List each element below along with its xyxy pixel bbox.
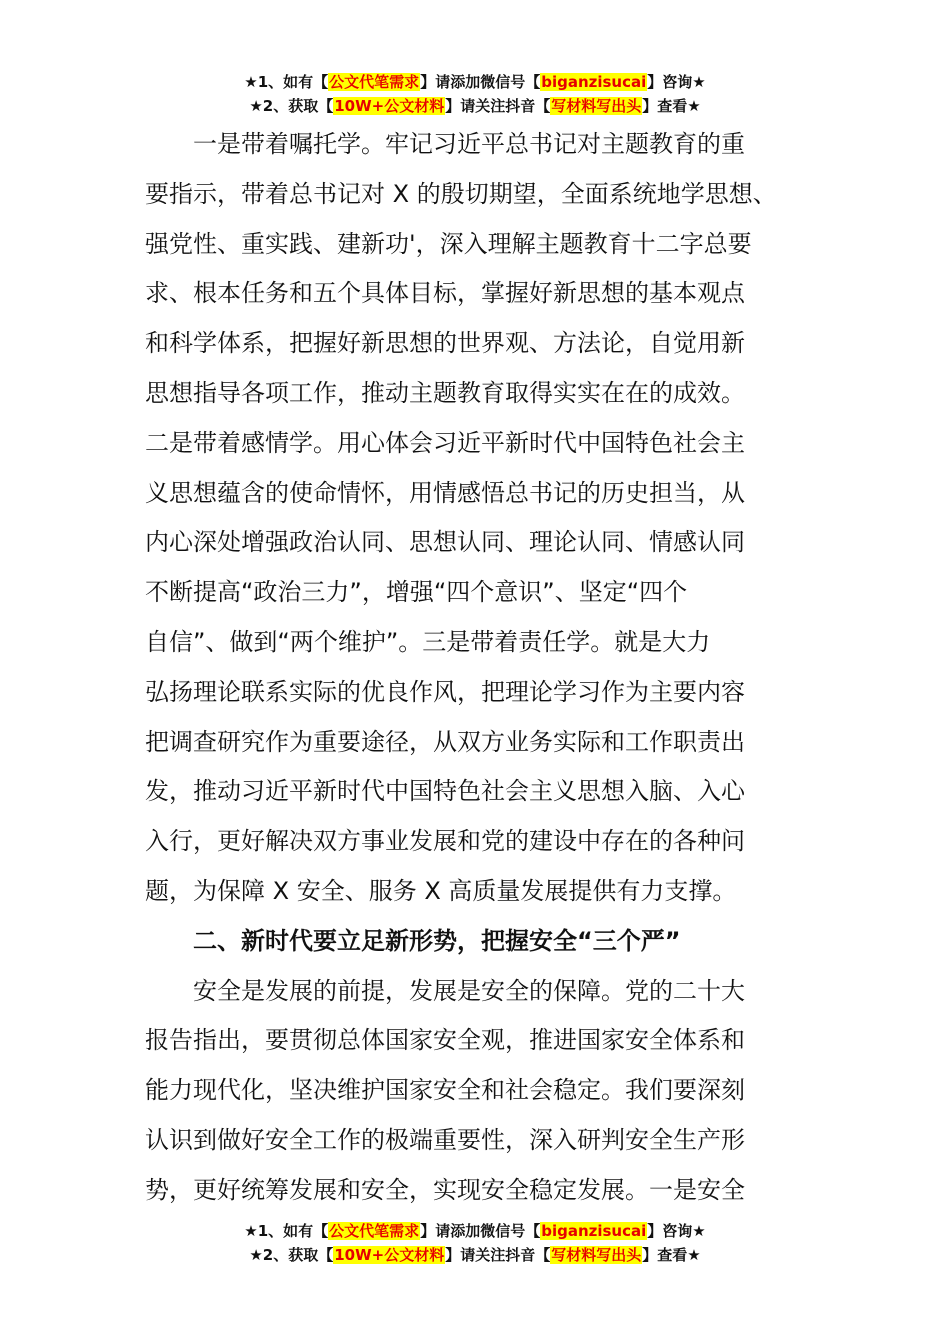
paragraph-line: 和科学体系，把握好新思想的世界观、方法论，自觉用新	[145, 329, 745, 358]
banner-text: 】请关注抖音【	[445, 1246, 551, 1264]
banner-text: 】咨询★	[647, 1222, 706, 1240]
paragraph-line: 势，更好统筹发展和安全，实现安全稳定发展。一是安全	[145, 1175, 745, 1204]
banner-line-2	[0, 1243, 950, 1267]
banner-text: ★1、如有【	[244, 73, 329, 91]
banner-line-1	[0, 1219, 950, 1243]
banner-text: ★2、获取【	[249, 97, 334, 115]
paragraph-line: 能力现代化，坚决维护国家安全和社会稳定。我们要深刻	[145, 1076, 745, 1105]
paragraph-line: 弘扬理论联系实际的优良作风，把理论学习作为主要内容	[145, 677, 745, 706]
banner-line-2	[0, 94, 950, 118]
highlight-wechat-id: biganzisucai	[541, 1222, 647, 1240]
paragraph-line: 发，推动习近平新时代中国特色社会主义思想入脑、入心	[145, 777, 745, 806]
paragraph-line: 求、根本任务和五个具体目标，掌握好新思想的基本观点	[145, 279, 745, 308]
banner-text: ★2、获取【	[249, 1246, 334, 1264]
bottom-banner	[0, 1219, 950, 1267]
paragraph-line: 认识到做好安全工作的极端重要性，深入研判安全生产形	[145, 1125, 745, 1154]
highlight-douyin: 写材料写出头	[551, 1246, 642, 1264]
highlight-service: 公文代笔需求	[329, 1222, 420, 1240]
highlight-wechat-id: biganzisucai	[541, 73, 647, 91]
highlight-service: 公文代笔需求	[329, 73, 420, 91]
banner-text: 】查看★	[642, 1246, 701, 1264]
highlight-douyin: 写材料写出头	[551, 97, 642, 115]
banner-text: 】咨询★	[647, 73, 706, 91]
paragraph-line: 内心深处增强政治认同、思想认同、理论认同、情感认同	[145, 528, 745, 557]
paragraph-line: 把调查研究作为重要途径，从双方业务实际和工作职责出	[145, 727, 745, 756]
banner-text: 】查看★	[642, 97, 701, 115]
paragraph-line: 入行，更好解决双方事业发展和党的建设中存在的各种问	[145, 827, 745, 856]
paragraph-line: 题，为保障 X 安全、服务 X 高质量发展提供有力支撑。	[145, 876, 737, 905]
paragraph-line: 二是带着感情学。用心体会习近平新时代中国特色社会主	[145, 428, 745, 457]
paragraph-line: 义思想蕴含的使命情怀，用情感悟总书记的历史担当，从	[145, 478, 745, 507]
paragraph-line: 一是带着嘱托学。牢记习近平总书记对主题教育的重	[193, 130, 745, 158]
paragraph-line: 自信”、做到“两个维护”。三是带着责任学。就是大力	[145, 627, 711, 656]
banner-text: 】请添加微信号【	[420, 1222, 541, 1240]
paragraph-line: 强党性、重实践、建新功'，深入理解主题教育十二字总要	[145, 229, 752, 258]
banner-text: 】请添加微信号【	[420, 73, 541, 91]
banner-line-1	[0, 70, 950, 94]
paragraph-line: 不断提高“政治三力”，增强“四个意识”、坚定“四个	[145, 578, 688, 607]
section-heading: 二、新时代要立足新形势，把握安全“三个严”	[193, 926, 681, 955]
highlight-materials: 10W+公文材料	[334, 1246, 445, 1264]
paragraph-line: 要指示，带着总书记对 X 的殷切期望，全面系统地学思想、	[145, 179, 777, 208]
top-banner	[0, 70, 950, 118]
document-body	[145, 120, 825, 1216]
banner-text: ★1、如有【	[244, 1222, 329, 1240]
highlight-materials: 10W+公文材料	[334, 97, 445, 115]
paragraph-line: 报告指出，要贯彻总体国家安全观，推进国家安全体系和	[145, 1026, 745, 1055]
paragraph-line: 思想指导各项工作，推动主题教育取得实实在在的成效。	[145, 378, 745, 407]
paragraph-line: 安全是发展的前提，发展是安全的保障。党的二十大	[193, 976, 745, 1005]
banner-text: 】请关注抖音【	[445, 97, 551, 115]
